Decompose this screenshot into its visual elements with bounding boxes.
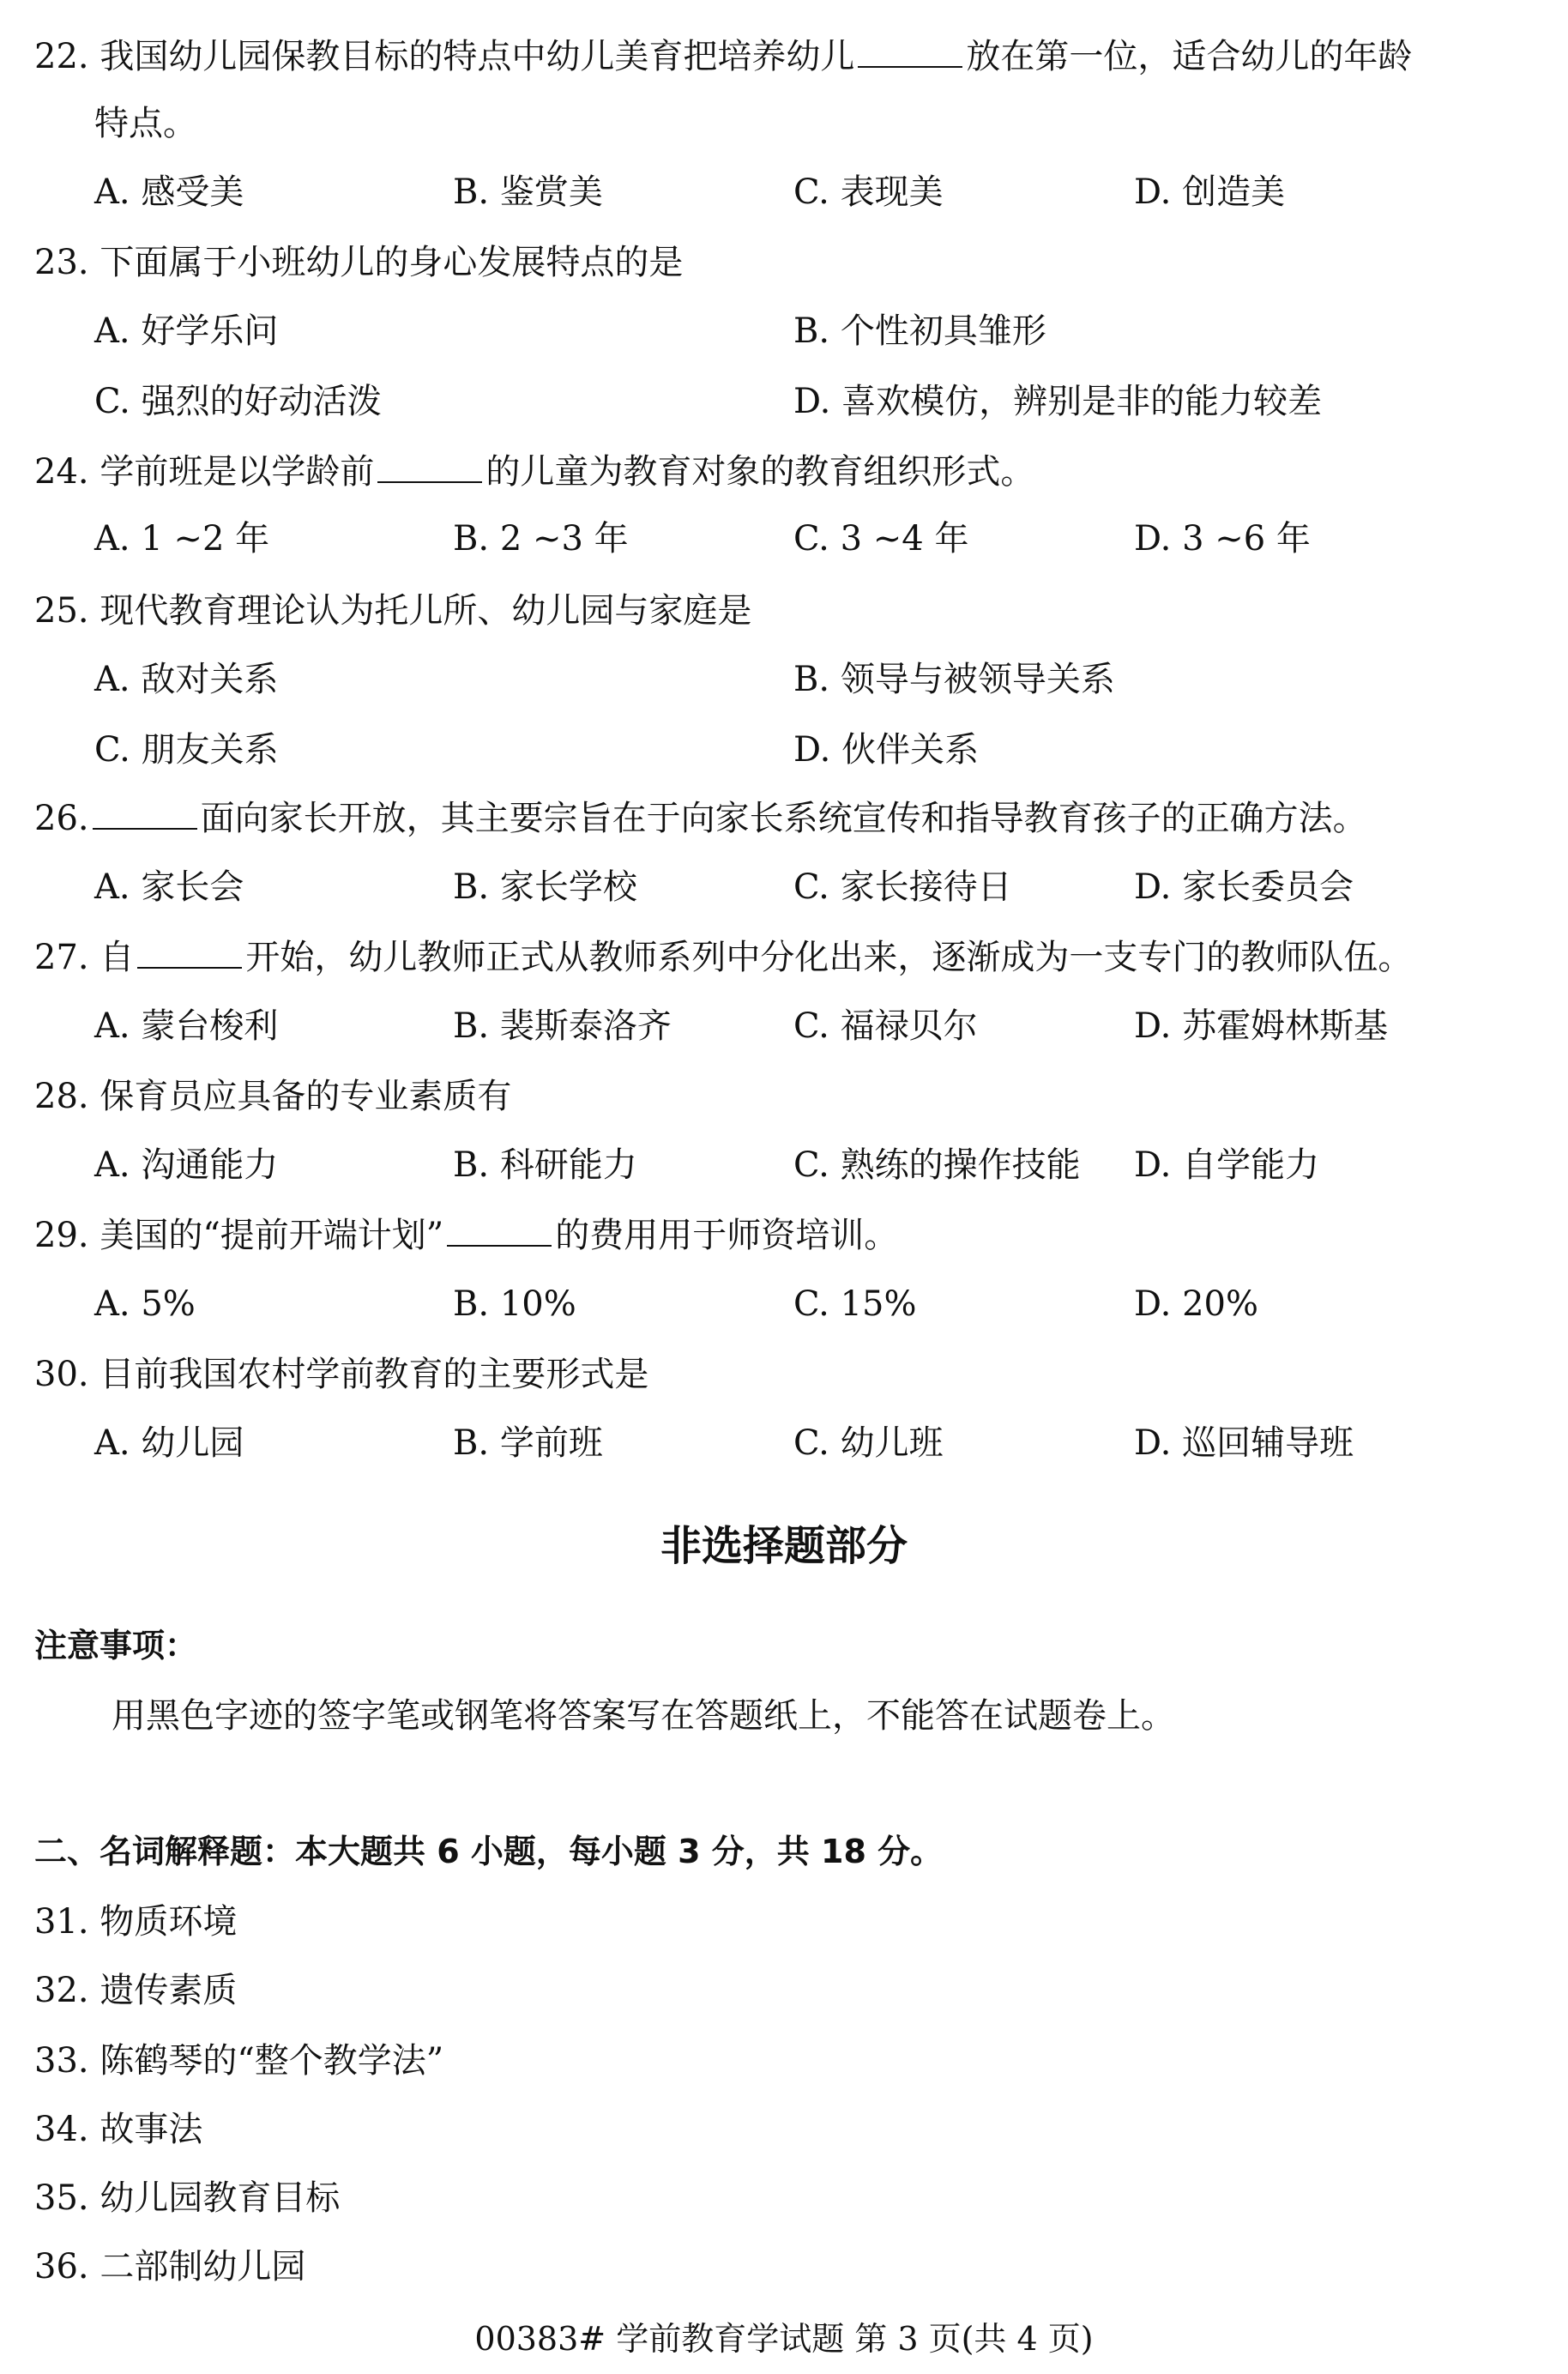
option-c: C. 朋友关系 xyxy=(94,730,279,770)
page-footer: 00383# 学前教育学试题 第 3 页(共 4 页) xyxy=(474,2320,1094,2358)
answer-blank xyxy=(137,936,242,969)
option-d: D. 苏霍姆林斯基 xyxy=(1134,1006,1389,1046)
option-c: C. 幼儿班 xyxy=(793,1423,944,1463)
question-stem-text: 放在第一位，适合幼儿的年龄 xyxy=(966,37,1413,76)
option-d: D. 家长委员会 xyxy=(1134,867,1354,907)
question-stem-text: 的儿童为教育对象的教育组织形式。 xyxy=(485,452,1035,492)
section-title: 非选择题部分 xyxy=(660,1522,908,1570)
option-a: A. 感受美 xyxy=(94,172,244,212)
option-d: D. 20% xyxy=(1134,1284,1258,1324)
answer-blank xyxy=(93,797,197,830)
notice-heading: 注意事项： xyxy=(34,1627,198,1664)
option-b: B. 鉴赏美 xyxy=(453,172,603,212)
option-c: C. 3 ~4 年 xyxy=(793,519,969,559)
question-27-stem xyxy=(34,933,1412,982)
option-d: D. 创造美 xyxy=(1134,172,1286,212)
term-item: 31. 物质环境 xyxy=(34,1902,238,1942)
question-29-stem xyxy=(34,1211,898,1259)
option-b: B. 科研能力 xyxy=(453,1145,637,1185)
option-a: A. 敌对关系 xyxy=(94,660,279,699)
question-23-stem: 23. 下面属于小班幼儿的身心发展特点的是 xyxy=(34,243,684,282)
answer-blank xyxy=(858,35,962,68)
question-stem-text: 24. 学前班是以学龄前 xyxy=(34,452,375,492)
option-d: D. 巡回辅导班 xyxy=(1134,1423,1354,1463)
question-stem-text: 26. xyxy=(34,799,89,838)
answer-blank xyxy=(447,1214,552,1247)
option-d: D. 伙伴关系 xyxy=(793,730,980,770)
option-d: D. 3 ~6 年 xyxy=(1134,519,1311,559)
option-a: A. 家长会 xyxy=(94,867,244,907)
option-c: C. 福禄贝尔 xyxy=(793,1006,978,1046)
question-stem-text: 开始，幼儿教师正式从教师系列中分化出来，逐渐成为一支专门的教师队伍。 xyxy=(245,938,1413,977)
option-c: C. 强烈的好动活泼 xyxy=(94,382,382,421)
term-item: 32. 遗传素质 xyxy=(34,1971,238,2010)
option-b: B. 个性初具雏形 xyxy=(793,311,1046,351)
option-b: B. 家长学校 xyxy=(453,867,637,907)
question-stem-text: 29. 美国的“提前开端计划” xyxy=(34,1216,444,1255)
option-b: B. 学前班 xyxy=(453,1423,603,1463)
part2-heading: 二、名词解释题：本大题共 6 小题，每小题 3 分，共 18 分。 xyxy=(34,1833,944,1870)
option-c: C. 熟练的操作技能 xyxy=(793,1145,1081,1185)
option-b: B. 裴斯泰洛齐 xyxy=(453,1006,672,1046)
term-item: 36. 二部制幼儿园 xyxy=(34,2247,306,2286)
notice-text: 用黑色字迹的签字笔或钢笔将答案写在答题纸上，不能答在试题卷上。 xyxy=(112,1696,1175,1736)
question-30-stem: 30. 目前我国农村学前教育的主要形式是 xyxy=(34,1355,649,1394)
option-a: A. 好学乐问 xyxy=(94,311,279,351)
option-b: B. 2 ~3 年 xyxy=(453,519,629,559)
question-stem-text: 的费用用于师资培训。 xyxy=(555,1216,899,1255)
option-b: B. 10% xyxy=(453,1284,576,1324)
term-item: 34. 故事法 xyxy=(34,2110,203,2149)
question-22-stem-continuation: 特点。 xyxy=(94,104,197,143)
option-c: C. 15% xyxy=(793,1284,917,1324)
question-stem-text: 面向家长开放，其主要宗旨在于向家长系统宣传和指导教育孩子的正确方法。 xyxy=(200,799,1367,838)
option-c: C. 家长接待日 xyxy=(793,867,1012,907)
option-a: A. 幼儿园 xyxy=(94,1423,244,1463)
option-a: A. 蒙台梭利 xyxy=(94,1006,279,1046)
option-b: B. 领导与被领导关系 xyxy=(793,660,1115,699)
option-d: D. 喜欢模仿，辨别是非的能力较差 xyxy=(793,382,1323,421)
option-a: A. 5% xyxy=(94,1284,196,1324)
term-item: 33. 陈鹤琴的“整个教学法” xyxy=(34,2041,444,2081)
question-25-stem: 25. 现代教育理论认为托儿所、幼儿园与家庭是 xyxy=(34,591,752,631)
question-24-stem xyxy=(34,448,1034,496)
question-28-stem: 28. 保育员应具备的专业素质有 xyxy=(34,1077,512,1116)
term-item: 35. 幼儿园教育目标 xyxy=(34,2178,341,2218)
option-c: C. 表现美 xyxy=(793,172,944,212)
question-22-stem xyxy=(34,33,1412,81)
question-stem-text: 27. 自 xyxy=(34,938,135,977)
option-d: D. 自学能力 xyxy=(1134,1145,1320,1185)
answer-blank xyxy=(377,450,482,483)
option-a: A. 沟通能力 xyxy=(94,1145,279,1185)
option-a: A. 1 ~2 年 xyxy=(94,519,270,559)
question-26-stem xyxy=(34,794,1367,843)
question-stem-text: 22. 我国幼儿园保教目标的特点中幼儿美育把培养幼儿 xyxy=(34,37,855,76)
